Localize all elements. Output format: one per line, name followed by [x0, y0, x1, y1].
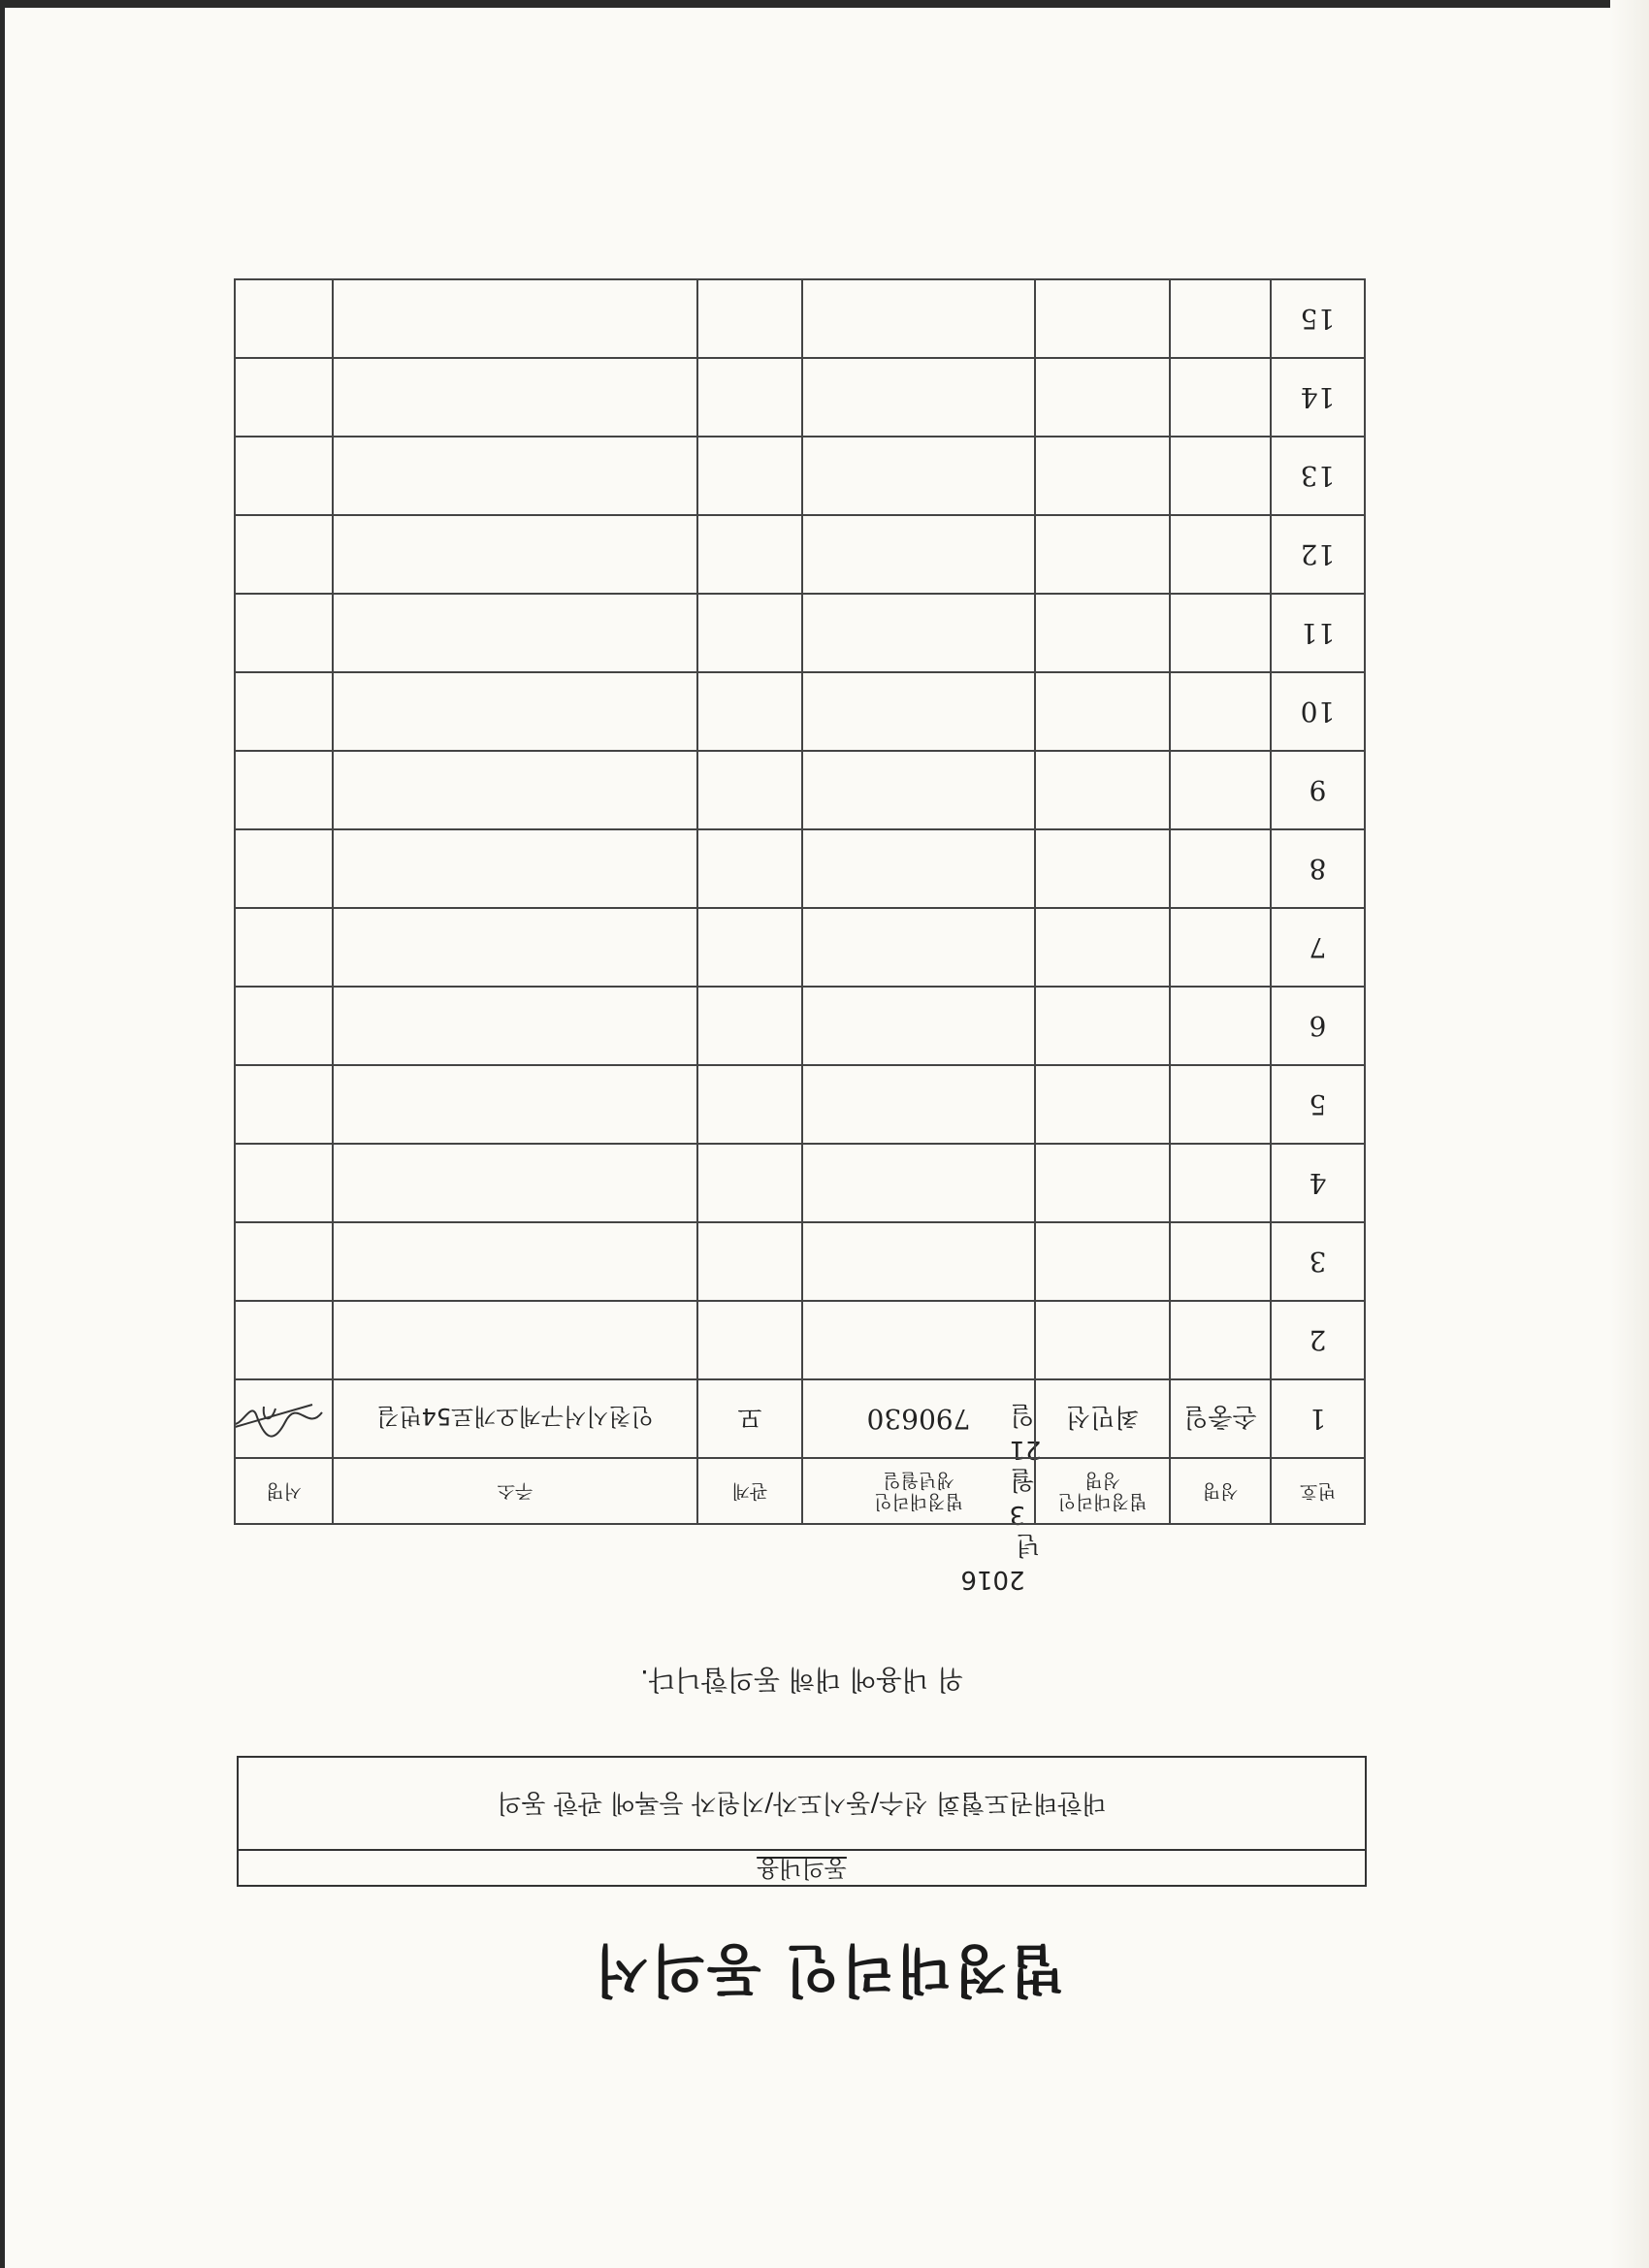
date-day: 21	[1009, 1435, 1042, 1464]
cell-address: 인천시서구계오개로54번길	[333, 1379, 697, 1458]
table-body	[235, 279, 1365, 1458]
cell-address	[333, 1144, 697, 1222]
consent-header	[239, 1849, 1365, 1885]
cell-relation	[697, 829, 802, 908]
table-row	[235, 279, 1365, 358]
cell-name	[1170, 1144, 1271, 1222]
cell-guardian-birth	[802, 594, 1035, 672]
cell-name	[1170, 515, 1271, 594]
cell-guardian-name: 최민선	[1035, 1379, 1170, 1458]
table-row	[235, 594, 1365, 672]
cell-guardian-name	[1035, 1065, 1170, 1144]
table-row	[235, 515, 1365, 594]
date-year-unit: 년	[1016, 1530, 1041, 1559]
cell-name	[1170, 987, 1271, 1065]
document-title: 법정대리인 동의서	[592, 1937, 1065, 2003]
agreement-statement: 위 내용에 대해 동의합니다.	[639, 1664, 964, 1696]
cell-no: 10	[1271, 672, 1365, 751]
guardian-table	[234, 278, 1366, 1525]
table-row	[235, 437, 1365, 515]
table-row	[235, 1222, 1365, 1301]
cell-no: 9	[1271, 751, 1365, 829]
cell-name	[1170, 1301, 1271, 1379]
table-row	[235, 987, 1365, 1065]
cell-address	[333, 515, 697, 594]
cell-no: 15	[1271, 279, 1365, 358]
cell-guardian-name	[1035, 751, 1170, 829]
header-name: 성명	[1170, 1458, 1271, 1524]
cell-relation	[697, 1065, 802, 1144]
table-row	[235, 829, 1365, 908]
cell-guardian-birth	[802, 987, 1035, 1065]
cell-no: 7	[1271, 908, 1365, 987]
cell-address	[333, 437, 697, 515]
cell-no: 6	[1271, 987, 1365, 1065]
cell-guardian-birth	[802, 829, 1035, 908]
cell-signature	[235, 1379, 333, 1458]
header-signature: 서명	[235, 1458, 333, 1524]
cell-signature	[235, 437, 333, 515]
cell-signature	[235, 1222, 333, 1301]
cell-signature	[235, 987, 333, 1065]
cell-relation	[697, 594, 802, 672]
cell-guardian-name	[1035, 515, 1170, 594]
table-row	[235, 1301, 1365, 1379]
cell-signature	[235, 672, 333, 751]
cell-relation	[697, 1301, 802, 1379]
cell-signature	[235, 908, 333, 987]
cell-guardian-name	[1035, 358, 1170, 437]
cell-guardian-name	[1035, 437, 1170, 515]
cell-relation	[697, 515, 802, 594]
date-month: 3	[1009, 1500, 1025, 1529]
cell-address	[333, 829, 697, 908]
cell-guardian-name	[1035, 829, 1170, 908]
cell-name	[1170, 1065, 1271, 1144]
table-row	[235, 1379, 1365, 1458]
cell-no: 14	[1271, 358, 1365, 437]
table-row	[235, 358, 1365, 437]
cell-no: 12	[1271, 515, 1365, 594]
cell-guardian-birth	[802, 672, 1035, 751]
cell-guardian-birth	[802, 908, 1035, 987]
cell-address	[333, 987, 697, 1065]
cell-address	[333, 1301, 697, 1379]
cell-guardian-name	[1035, 594, 1170, 672]
cell-name: 손충일	[1170, 1379, 1271, 1458]
consent-box	[237, 1756, 1367, 1887]
cell-guardian-name	[1035, 1301, 1170, 1379]
cell-relation	[697, 987, 802, 1065]
cell-relation	[697, 908, 802, 987]
cell-relation	[697, 358, 802, 437]
cell-guardian-name	[1035, 987, 1170, 1065]
cell-signature	[235, 1144, 333, 1222]
cell-name	[1170, 672, 1271, 751]
table-row	[235, 1144, 1365, 1222]
cell-relation: 모	[697, 1379, 802, 1458]
cell-address	[333, 751, 697, 829]
cell-signature	[235, 829, 333, 908]
cell-signature	[235, 1065, 333, 1144]
cell-name	[1170, 279, 1271, 358]
cell-no: 5	[1271, 1065, 1365, 1144]
date-day-unit: 일	[1010, 1400, 1035, 1429]
header-address: 주소	[333, 1458, 697, 1524]
handwritten-signature	[235, 1393, 332, 1451]
cell-no: 11	[1271, 594, 1365, 672]
cell-address	[333, 1222, 697, 1301]
cell-relation	[697, 1144, 802, 1222]
date-month-unit: 월	[1010, 1465, 1035, 1494]
cell-guardian-birth	[802, 437, 1035, 515]
cell-signature	[235, 594, 333, 672]
cell-guardian-birth	[802, 751, 1035, 829]
cell-guardian-birth: 790630	[802, 1379, 1035, 1458]
cell-no: 4	[1271, 1144, 1365, 1222]
cell-relation	[697, 279, 802, 358]
table-row	[235, 751, 1365, 829]
cell-no: 1	[1271, 1379, 1365, 1458]
cell-guardian-name	[1035, 279, 1170, 358]
cell-signature	[235, 358, 333, 437]
cell-name	[1170, 437, 1271, 515]
header-guardian-birth: 법정대리인 생년월일	[802, 1458, 1035, 1524]
cell-name	[1170, 594, 1271, 672]
cell-no: 13	[1271, 437, 1365, 515]
table-row	[235, 672, 1365, 751]
cell-signature	[235, 751, 333, 829]
cell-address	[333, 358, 697, 437]
cell-address	[333, 908, 697, 987]
cell-no: 8	[1271, 829, 1365, 908]
cell-signature	[235, 279, 333, 358]
cell-name	[1170, 1222, 1271, 1301]
header-no: 번호	[1271, 1458, 1365, 1524]
cell-name	[1170, 908, 1271, 987]
cell-guardian-name	[1035, 908, 1170, 987]
cell-no: 3	[1271, 1222, 1365, 1301]
header-guardian-name: 법정대리인 성명	[1035, 1458, 1170, 1524]
table-header-row	[235, 1458, 1365, 1524]
cell-guardian-birth	[802, 1222, 1035, 1301]
cell-relation	[697, 437, 802, 515]
header-relation: 관계	[697, 1458, 802, 1524]
cell-name	[1170, 751, 1271, 829]
cell-guardian-birth	[802, 1301, 1035, 1379]
consent-header-label: 동의내용	[757, 1855, 847, 1882]
cell-guardian-birth	[802, 279, 1035, 358]
consent-body: 대한태권도협회 선수/동시도자/지원자 등록에 관한 동의	[497, 1788, 1107, 1817]
date-year: 2016	[960, 1565, 1025, 1594]
table-row	[235, 1065, 1365, 1144]
cell-relation	[697, 672, 802, 751]
cell-address	[333, 279, 697, 358]
table-row	[235, 908, 1365, 987]
cell-signature	[235, 1301, 333, 1379]
cell-guardian-name	[1035, 1222, 1170, 1301]
cell-guardian-birth	[802, 1065, 1035, 1144]
cell-address	[333, 594, 697, 672]
cell-name	[1170, 358, 1271, 437]
cell-address	[333, 1065, 697, 1144]
cell-no: 2	[1271, 1301, 1365, 1379]
cell-guardian-birth	[802, 1144, 1035, 1222]
cell-guardian-name	[1035, 672, 1170, 751]
cell-guardian-birth	[802, 358, 1035, 437]
cell-address	[333, 672, 697, 751]
cell-guardian-birth	[802, 515, 1035, 594]
cell-name	[1170, 829, 1271, 908]
cell-signature	[235, 515, 333, 594]
cell-relation	[697, 1222, 802, 1301]
cell-guardian-name	[1035, 1144, 1170, 1222]
cell-relation	[697, 751, 802, 829]
